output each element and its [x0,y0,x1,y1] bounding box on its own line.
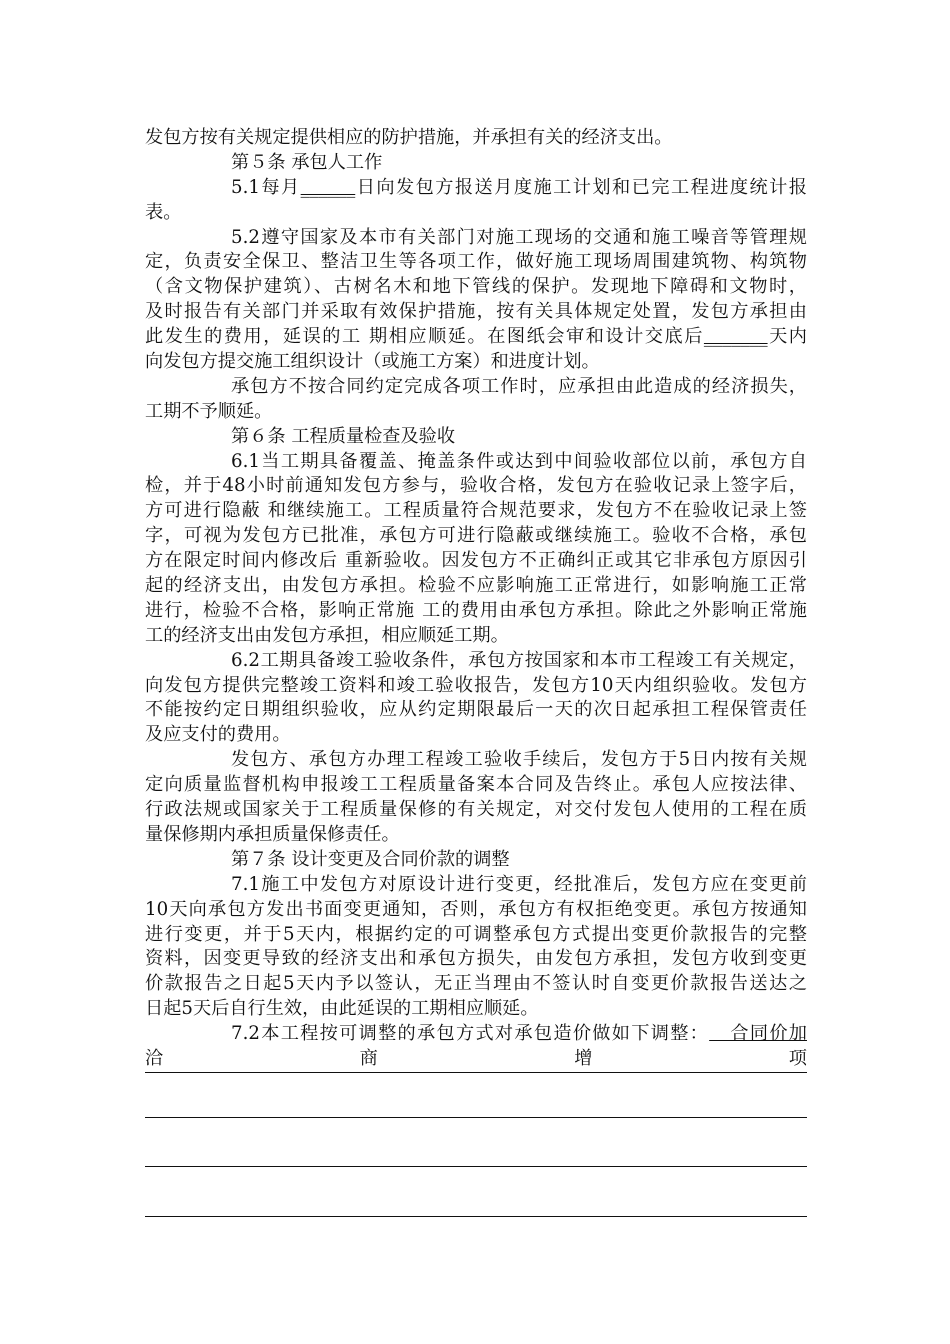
text-line: 发包方、承包方办理工程竣工验收手续后，发包方于5日内按有关规 [231,749,807,771]
text-line: 第７条 设计变更及合同价款的调整 [231,848,510,870]
text-line: 及应支付的费用。 [145,724,291,746]
text-line: 洽 商 增 项 [145,1047,807,1073]
text-line: 7.2本工程按可调整的承包方式对承包造价做如下调整： 合同价加 [231,1023,807,1045]
text-line: 日起5天后自行生效，由此延误的工期相应顺延。 [145,998,539,1020]
text-line: 方在限定时间内修改后 重新验收。因发包方不正确纠正或其它非承包方原因引 [145,550,807,572]
text-line: 进行，检验不合格，影响正常施 工的费用由承包方承担。除此之外影响正常施 [145,599,807,621]
text-line: 起的经济支出，由发包方承担。检验不应影响施工正常进行，如影响施工正常 [145,575,807,597]
text-line: 及时报告有关部门并采取有效保护措施，按有关具体规定处置，发包方承担由 [145,301,807,323]
fill-in-line-2 [145,1166,807,1167]
text-run: 日向发包方报送月度施工计划和已完工程进度统计报 [355,176,807,198]
text-line: 6.1当工期具备覆盖、掩盖条件或达到中间验收部位以前，承包方自 [231,450,807,472]
text-line: 向发包方提供完整竣工资料和竣工验收报告，发包方10天内组织验收。发包方 [145,674,807,696]
text-line: 不能按约定日期组织验收，应从约定期限最后一天的次日起承担工程保管责任 [145,699,807,721]
text-line [145,176,807,201]
text-line [145,325,807,350]
fill-in-line-1 [145,1117,807,1118]
contract-text-body [145,126,807,1073]
text-line: 10天向承包方发出书面变更通知，否则，承包方有权拒绝变更。承包方按通知 [145,898,807,920]
text-line: 定向质量监督机构申报竣工工程质量备案本合同及告终止。承包人应按法律、 [145,774,807,796]
text-line: 6.2工期具备竣工验收条件，承包方按国家和本市工程竣工有关规定， [231,649,807,671]
text-line: 工的经济支出由发包方承担，相应顺延工期。 [145,624,509,646]
fill-in-blank: ______ [300,176,356,198]
text-line: 承包方不按合同约定完成各项工作时，应承担由此造成的经济损失， [231,375,807,397]
text-line: 工期不予顺延。 [145,400,273,422]
text-line: 5.2遵守国家及本市有关部门对施工现场的交通和施工噪音等管理规 [231,226,807,248]
text-line: 字，可视为发包方已批准，承包方可进行隐蔽或继续施工。验收不合格，承包 [145,525,807,547]
text-run: 天内 [767,326,807,348]
text-line: 第５条 承包人工作 [231,151,383,173]
text-line: 表。 [145,201,182,223]
text-line: 检，并于48小时前通知发包方参与，验收合格，发包方在验收记录上签字后， [145,475,807,497]
fill-in-value: 合同价加 [709,1023,807,1045]
text-line: 价款报告之日起5天内予以签认，无正当理由不签认时自变更价款报告送达之 [145,973,807,995]
text-line: 方可进行隐蔽 和继续施工。工程质量符合规范要求，发包方不在验收记录上签 [145,500,807,522]
text-line: 发包方按有关规定提供相应的防护措施，并承担有关的经济支出。 [145,127,673,148]
text-line: 第６条 工程质量检查及验收 [231,425,456,447]
text-line: 定，负责安全保卫、整洁卫生等各项工作，做好施工现场周围建筑物、构筑物 [145,251,807,273]
text-line: 量保修期内承担质量保修责任。 [145,823,400,845]
text-line: 行政法规或国家关于工程质量保修的有关规定，对交付发包人使用的工程在质 [145,799,807,821]
text-run: 5.1每月 [231,176,301,198]
text-line: 向发包方提交施工组织设计（或施工方案）和进度计划。 [145,351,600,373]
text-line: 进行变更，并于5天内，根据约定的可调整承包方式提出变更价款报告的完整 [145,923,807,945]
text-line: 7.1施工中发包方对原设计进行变更，经批准后，发包方应在变更前 [231,873,807,895]
fill-in-blank: _______ [703,326,768,348]
text-run: 此发生的费用，延误的工 期相应顺延。在图纸会审和设计交底后 [145,326,704,348]
text-line: （含文物保护建筑）、古树名木和地下管线的保护。发现地下障碍和文物时， [145,276,807,298]
text-line: 资料，因变更导致的经济支出和承包方损失，由发包方承担，发包方收到变更 [145,948,807,970]
fill-in-line-3 [145,1216,807,1217]
